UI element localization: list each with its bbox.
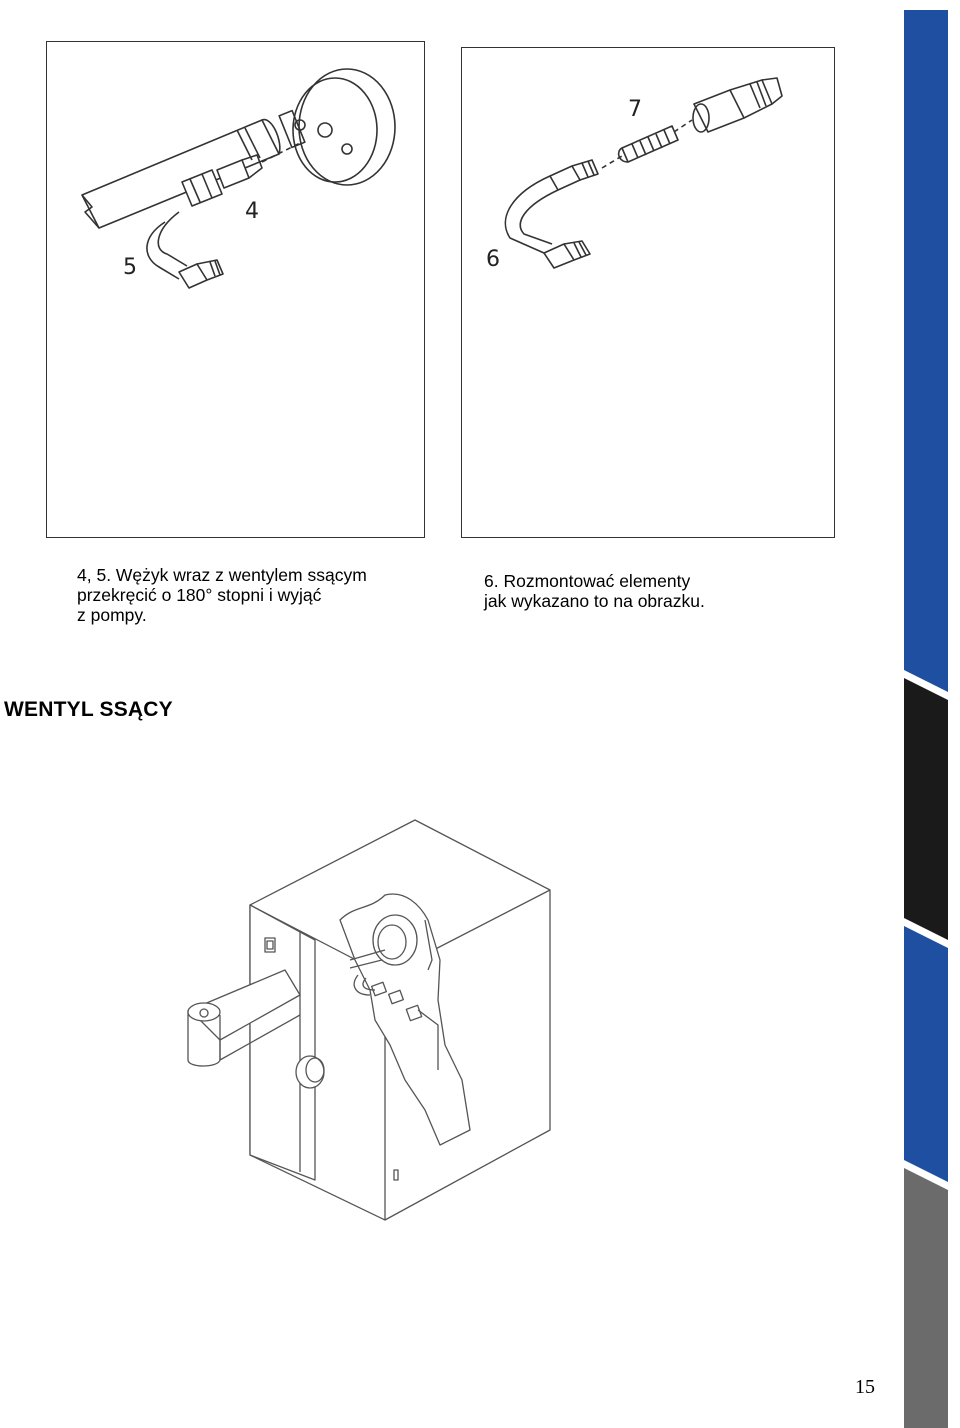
label-5: 5 xyxy=(123,255,137,280)
figure-disassembled-parts xyxy=(461,47,835,538)
caption-right xyxy=(484,571,864,611)
figure-hose-assembly xyxy=(46,41,425,538)
parts-drawing xyxy=(462,48,836,539)
side-tab-gray xyxy=(904,1168,948,1428)
section-title: WENTYL SSĄCY xyxy=(4,698,173,721)
caption-left-line-1: 4, 5. Wężyk wraz z wentylem ssącym xyxy=(77,565,367,585)
side-tab-blue-2 xyxy=(904,926,948,1182)
side-tab-strip xyxy=(900,0,960,1428)
page-number: 15 xyxy=(855,1376,875,1398)
caption-left-line-2: przekręcić o 180° stopni i wyjąć xyxy=(77,585,322,605)
caption-left-line-3: z pompy. xyxy=(77,605,147,625)
caption-right-line-2: jak wykazano to na obrazku. xyxy=(484,591,705,611)
label-4: 4 xyxy=(245,199,259,224)
side-tab-black xyxy=(904,678,948,940)
label-7: 7 xyxy=(628,97,642,122)
machine-isometric-drawing xyxy=(170,810,570,1230)
hose-assembly-drawing xyxy=(47,42,426,539)
caption-right-line-1: 6. Rozmontować elementy xyxy=(484,571,691,591)
label-6: 6 xyxy=(486,247,500,272)
caption-left xyxy=(77,565,437,625)
side-tab-blue-1 xyxy=(904,10,948,692)
